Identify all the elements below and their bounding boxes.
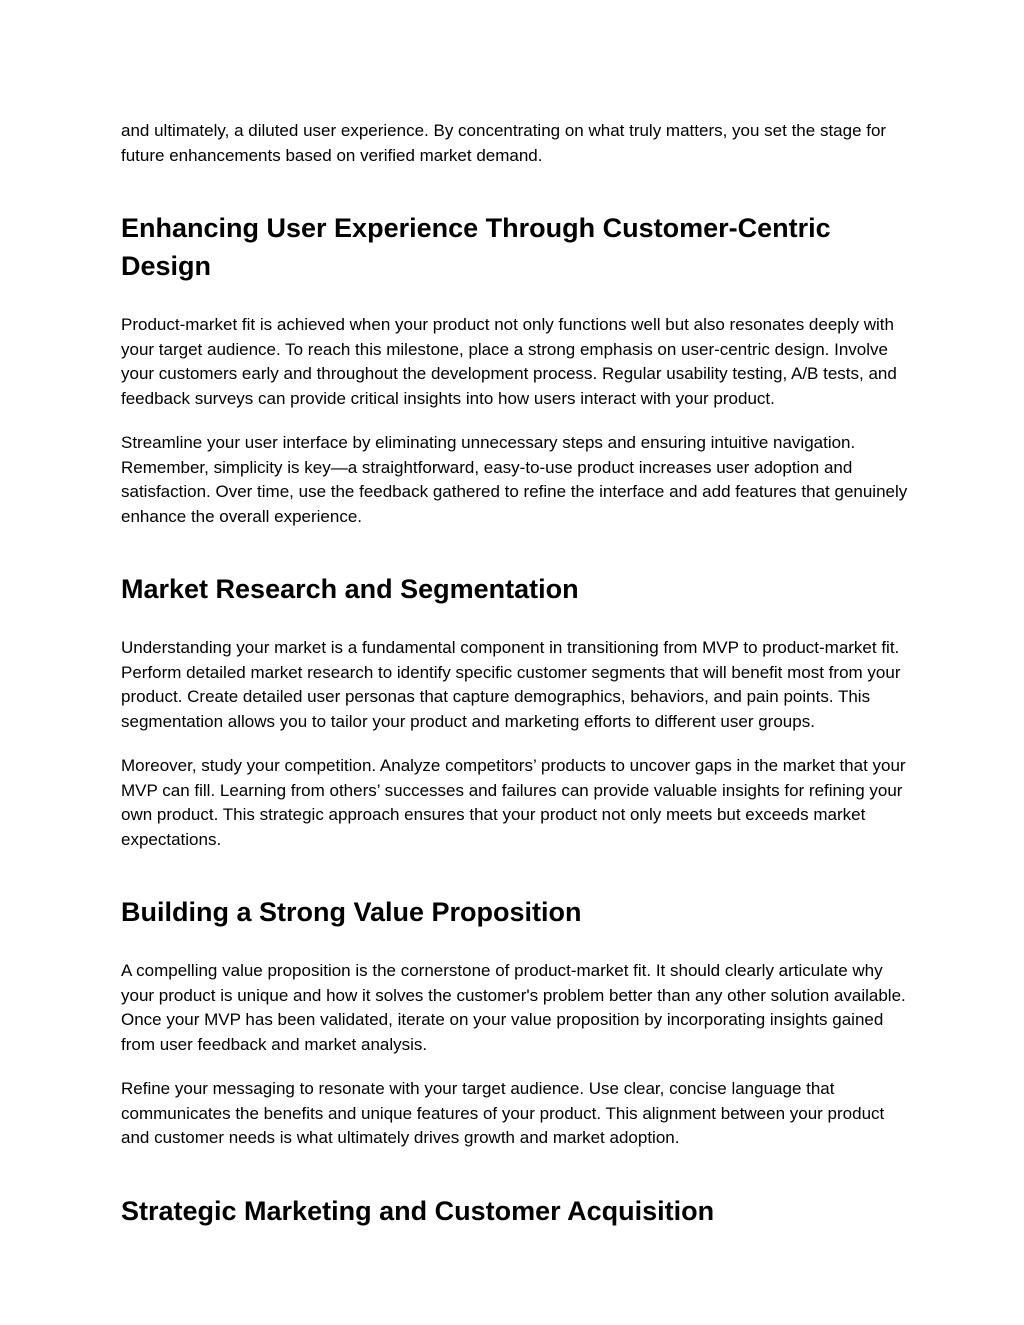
paragraph: A compelling value proposition is the cornerstone of product-market fit. It should clearly articulate why your product is unique and how it solves the customer's problem better than any other solution available. Once your MVP has been validated, iterate on your value proposition by incorporating insights gained from user feedback and market analysis.	[121, 961, 906, 1054]
paragraph: Product-market fit is achieved when your product not only functions well but also resonates deeply with your target audience. To reach this milestone, place a strong emphasis on user-centric design. Involve your customers early and throughout the development process. Regular usability testing, A/B tests, and feedback surveys can provide critical insights into how users interact with your product.	[121, 315, 897, 408]
section-heading-user-experience: Enhancing User Experience Through Customer-Centric Design	[121, 213, 831, 281]
intro-paragraph: and ultimately, a diluted user experience. By concentrating on what truly matters, you set the stage for future enhancements based on verified market demand.	[121, 121, 887, 165]
paragraph: Understanding your market is a fundamental component in transitioning from MVP to product-market fit. Perform detailed market research to identify specific customer segments that will benefit most from your product. Create detailed user personas that capture demographics, behaviors, and pain points. This segmentation allows you to tailor your product and marketing efforts to different user groups.	[121, 638, 901, 731]
paragraph: Streamline your user interface by eliminating unnecessary steps and ensuring intuitive navigation. Remember, simplicity is key—a straightforward, easy-to-use product increases user adoption and satisfaction. Over time, use the feedback gathered to refine the interface and add features that genuinely enhance the overall experience.	[121, 433, 908, 526]
section-heading-strategic-marketing: Strategic Marketing and Customer Acquisition	[121, 1195, 715, 1226]
paragraph: Refine your messaging to resonate with your target audience. Use clear, concise language that communicates the benefits and unique features of your product. This alignment between your product and customer needs is what ultimately drives growth and market adoption.	[121, 1079, 885, 1147]
section-heading-market-research: Market Research and Segmentation	[121, 574, 579, 604]
document-page	[121, 119, 911, 1258]
section-heading-value-proposition: Building a Strong Value Proposition	[121, 897, 582, 927]
paragraph: Moreover, study your competition. Analyze competitors’ products to uncover gaps in the market that your MVP can fill. Learning from others’ successes and failures can provide valuable insights for refining your own product. This strategic approach ensures that your product not only meets but exceeds market expectations.	[121, 756, 906, 849]
